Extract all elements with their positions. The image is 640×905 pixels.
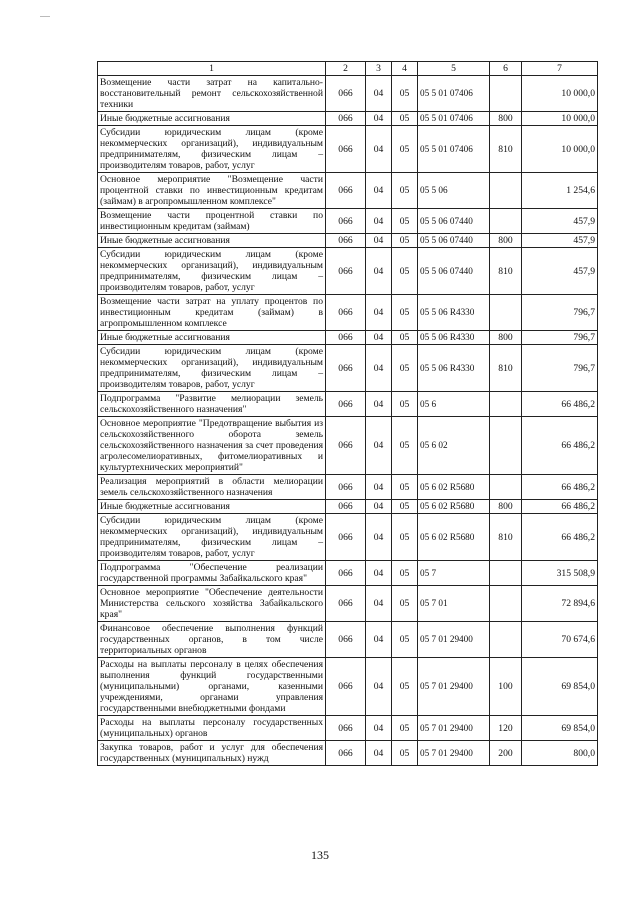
cell-expense-type-code: 800 — [490, 500, 522, 514]
page-number: 135 — [311, 848, 329, 862]
cell-subsection-code: 05 — [392, 295, 418, 331]
cell-item-name: Подпрограмма "Обеспечение реализации государственной программы Забайкальского края" — [98, 561, 326, 586]
cell-amount: 66 486,2 — [522, 475, 598, 500]
cell-ministry-code: 066 — [326, 716, 366, 741]
table-row — [98, 173, 598, 209]
cell-section-code: 04 — [366, 500, 392, 514]
column-header-3: 3 — [366, 62, 392, 76]
cell-target-code: 05 7 01 29400 — [418, 658, 490, 716]
cell-amount: 66 486,2 — [522, 392, 598, 417]
cell-target-code: 05 6 02 R5680 — [418, 514, 490, 561]
cell-subsection-code: 05 — [392, 345, 418, 392]
cell-amount: 66 486,2 — [522, 417, 598, 475]
cell-item-name: Подпрограмма "Развитие мелиорации земель сельскохозяйственного назначения" — [98, 392, 326, 417]
cell-subsection-code: 05 — [392, 716, 418, 741]
cell-subsection-code: 05 — [392, 417, 418, 475]
cell-ministry-code: 066 — [326, 475, 366, 500]
cell-ministry-code: 066 — [326, 514, 366, 561]
cell-subsection-code: 05 — [392, 741, 418, 766]
table-row — [98, 622, 598, 658]
cell-subsection-code: 05 — [392, 622, 418, 658]
cell-subsection-code: 05 — [392, 500, 418, 514]
cell-subsection-code: 05 — [392, 586, 418, 622]
cell-ministry-code: 066 — [326, 561, 366, 586]
cell-item-name: Основное мероприятие "Возмещение части процентной ставки по инвестиционным кредитам (займам) в агропромышленном комплексе" — [98, 173, 326, 209]
cell-item-name: Иные бюджетные ассигнования — [98, 500, 326, 514]
cell-target-code: 05 5 01 07406 — [418, 112, 490, 126]
cell-section-code: 04 — [366, 295, 392, 331]
cell-amount: 72 894,6 — [522, 586, 598, 622]
cell-subsection-code: 05 — [392, 112, 418, 126]
cell-expense-type-code — [490, 475, 522, 500]
table-row — [98, 112, 598, 126]
table-row — [98, 586, 598, 622]
cell-expense-type-code: 800 — [490, 331, 522, 345]
table-row — [98, 741, 598, 766]
cell-subsection-code: 05 — [392, 209, 418, 234]
cell-section-code: 04 — [366, 514, 392, 561]
cell-amount: 10 000,0 — [522, 76, 598, 112]
cell-section-code: 04 — [366, 392, 392, 417]
cell-target-code: 05 6 — [418, 392, 490, 417]
cell-section-code: 04 — [366, 716, 392, 741]
column-header-6: 6 — [490, 62, 522, 76]
cell-ministry-code: 066 — [326, 345, 366, 392]
cell-section-code: 04 — [366, 741, 392, 766]
cell-target-code: 05 5 06 R4330 — [418, 331, 490, 345]
cell-subsection-code: 05 — [392, 561, 418, 586]
cell-item-name: Субсидии юридическим лицам (кроме некоммерческих организаций), индивидуальным предпринимателям, физическим лицам – производителям товаров, работ, услуг — [98, 126, 326, 173]
cell-subsection-code: 05 — [392, 126, 418, 173]
cell-section-code: 04 — [366, 112, 392, 126]
cell-expense-type-code: 810 — [490, 514, 522, 561]
cell-expense-type-code — [490, 76, 522, 112]
cell-section-code: 04 — [366, 658, 392, 716]
cell-amount: 315 508,9 — [522, 561, 598, 586]
cell-expense-type-code: 100 — [490, 658, 522, 716]
cell-amount: 66 486,2 — [522, 514, 598, 561]
cell-ministry-code: 066 — [326, 331, 366, 345]
cell-section-code: 04 — [366, 209, 392, 234]
cell-target-code: 05 5 06 07440 — [418, 209, 490, 234]
column-header-4: 4 — [392, 62, 418, 76]
cell-amount: 796,7 — [522, 331, 598, 345]
cell-ministry-code: 066 — [326, 126, 366, 173]
cell-subsection-code: 05 — [392, 76, 418, 112]
cell-item-name: Иные бюджетные ассигнования — [98, 331, 326, 345]
cell-amount: 800,0 — [522, 741, 598, 766]
cell-ministry-code: 066 — [326, 173, 366, 209]
cell-target-code: 05 6 02 R5680 — [418, 500, 490, 514]
cell-expense-type-code: 800 — [490, 112, 522, 126]
cell-target-code: 05 6 02 R5680 — [418, 475, 490, 500]
table-row — [98, 331, 598, 345]
budget-table — [97, 61, 598, 766]
cell-expense-type-code: 800 — [490, 234, 522, 248]
cell-target-code: 05 5 06 07440 — [418, 248, 490, 295]
cell-amount: 457,9 — [522, 248, 598, 295]
cell-section-code: 04 — [366, 331, 392, 345]
table-row — [98, 345, 598, 392]
cell-target-code: 05 5 06 R4330 — [418, 345, 490, 392]
cell-ministry-code: 066 — [326, 112, 366, 126]
cell-ministry-code: 066 — [326, 741, 366, 766]
cell-section-code: 04 — [366, 234, 392, 248]
cell-amount: 69 854,0 — [522, 658, 598, 716]
cell-target-code: 05 7 01 29400 — [418, 622, 490, 658]
cell-subsection-code: 05 — [392, 475, 418, 500]
table-row — [98, 392, 598, 417]
cell-amount: 457,9 — [522, 234, 598, 248]
table-row — [98, 76, 598, 112]
cell-section-code: 04 — [366, 475, 392, 500]
table-row — [98, 514, 598, 561]
cell-item-name: Иные бюджетные ассигнования — [98, 234, 326, 248]
cell-amount: 796,7 — [522, 295, 598, 331]
cell-item-name: Иные бюджетные ассигнования — [98, 112, 326, 126]
cell-target-code: 05 5 06 — [418, 173, 490, 209]
cell-target-code: 05 5 06 07440 — [418, 234, 490, 248]
cell-amount: 70 674,6 — [522, 622, 598, 658]
cell-item-name: Реализация мероприятий в области мелиорации земель сельскохозяйственного назначения — [98, 475, 326, 500]
cell-ministry-code: 066 — [326, 586, 366, 622]
cell-target-code: 05 7 — [418, 561, 490, 586]
cell-expense-type-code — [490, 417, 522, 475]
cell-subsection-code: 05 — [392, 658, 418, 716]
cell-amount: 1 254,6 — [522, 173, 598, 209]
cell-subsection-code: 05 — [392, 331, 418, 345]
cell-target-code: 05 6 02 — [418, 417, 490, 475]
cell-subsection-code: 05 — [392, 173, 418, 209]
cell-expense-type-code — [490, 561, 522, 586]
cell-item-name: Субсидии юридическим лицам (кроме некоммерческих организаций), индивидуальным предпринимателям, физическим лицам – производителям товаров, работ, услуг — [98, 345, 326, 392]
cell-target-code: 05 5 06 R4330 — [418, 295, 490, 331]
cell-item-name: Финансовое обеспечение выполнения функций государственных органов, в том числе территориальных органов — [98, 622, 326, 658]
table-row — [98, 248, 598, 295]
cell-expense-type-code: 810 — [490, 345, 522, 392]
cell-section-code: 04 — [366, 248, 392, 295]
cell-item-name: Возмещение части процентной ставки по инвестиционным кредитам (займам) — [98, 209, 326, 234]
cell-ministry-code: 066 — [326, 658, 366, 716]
cell-target-code: 05 7 01 29400 — [418, 716, 490, 741]
cell-expense-type-code — [490, 622, 522, 658]
table-body — [98, 76, 598, 766]
cell-item-name: Возмещение части затрат на уплату процентов по инвестиционным кредитам (займам) в агропромышленном комплексе — [98, 295, 326, 331]
table-row — [98, 295, 598, 331]
cell-item-name: Закупка товаров, работ и услуг для обеспечения государственных (муниципальных) нужд — [98, 741, 326, 766]
cell-amount: 69 854,0 — [522, 716, 598, 741]
cell-amount: 10 000,0 — [522, 112, 598, 126]
cell-section-code: 04 — [366, 76, 392, 112]
table-row — [98, 126, 598, 173]
cell-ministry-code: 066 — [326, 417, 366, 475]
cell-subsection-code: 05 — [392, 234, 418, 248]
cell-item-name: Расходы на выплаты персоналу в целях обеспечения выполнения функций государственными (муниципальными) органами, казенными учреждениями, органами управления государственными внебюджетными фондами — [98, 658, 326, 716]
table-row — [98, 716, 598, 741]
cell-amount: 796,7 — [522, 345, 598, 392]
cell-expense-type-code: 120 — [490, 716, 522, 741]
cell-expense-type-code — [490, 209, 522, 234]
cell-section-code: 04 — [366, 561, 392, 586]
table-row — [98, 500, 598, 514]
cell-item-name: Основное мероприятие "Предотвращение выбытия из сельскохозяйственного оборота земель сельскохозяйственного назначения за счет проведения агролесомелиоративных, фитомелиоративных и культуртехнических мероприятий" — [98, 417, 326, 475]
table-row — [98, 209, 598, 234]
cell-section-code: 04 — [366, 622, 392, 658]
cell-expense-type-code — [490, 586, 522, 622]
cell-amount: 457,9 — [522, 209, 598, 234]
cell-expense-type-code: 810 — [490, 126, 522, 173]
cell-item-name: Расходы на выплаты персоналу государственных (муниципальных) органов — [98, 716, 326, 741]
cell-section-code: 04 — [366, 417, 392, 475]
cell-expense-type-code: 810 — [490, 248, 522, 295]
column-header-7: 7 — [522, 62, 598, 76]
scan-mark — [40, 16, 50, 17]
cell-ministry-code: 066 — [326, 234, 366, 248]
cell-item-name: Субсидии юридическим лицам (кроме некоммерческих организаций), индивидуальным предпринимателям, физическим лицам – производителям товаров, работ, услуг — [98, 248, 326, 295]
column-header-5: 5 — [418, 62, 490, 76]
cell-ministry-code: 066 — [326, 622, 366, 658]
table-row — [98, 234, 598, 248]
cell-section-code: 04 — [366, 345, 392, 392]
table-header-row — [98, 62, 598, 76]
cell-expense-type-code: 200 — [490, 741, 522, 766]
cell-ministry-code: 066 — [326, 295, 366, 331]
cell-item-name: Субсидии юридическим лицам (кроме некоммерческих организаций), индивидуальным предпринимателям, физическим лицам – производителям товаров, работ, услуг — [98, 514, 326, 561]
cell-target-code: 05 5 01 07406 — [418, 126, 490, 173]
cell-item-name: Возмещение части затрат на капитально-восстановительный ремонт сельскохозяйственной техники — [98, 76, 326, 112]
cell-ministry-code: 066 — [326, 500, 366, 514]
cell-section-code: 04 — [366, 173, 392, 209]
cell-ministry-code: 066 — [326, 392, 366, 417]
cell-amount: 10 000,0 — [522, 126, 598, 173]
cell-subsection-code: 05 — [392, 392, 418, 417]
cell-ministry-code: 066 — [326, 248, 366, 295]
cell-amount: 66 486,2 — [522, 500, 598, 514]
cell-subsection-code: 05 — [392, 514, 418, 561]
table-row — [98, 658, 598, 716]
column-header-2: 2 — [326, 62, 366, 76]
cell-expense-type-code — [490, 173, 522, 209]
cell-target-code: 05 5 01 07406 — [418, 76, 490, 112]
column-header-1: 1 — [98, 62, 326, 76]
table-row — [98, 417, 598, 475]
cell-target-code: 05 7 01 — [418, 586, 490, 622]
cell-ministry-code: 066 — [326, 209, 366, 234]
table-row — [98, 561, 598, 586]
cell-section-code: 04 — [366, 586, 392, 622]
cell-subsection-code: 05 — [392, 248, 418, 295]
cell-item-name: Основное мероприятие "Обеспечение деятельности Министерства сельского хозяйства Забайкальского края" — [98, 586, 326, 622]
cell-section-code: 04 — [366, 126, 392, 173]
cell-expense-type-code — [490, 295, 522, 331]
cell-target-code: 05 7 01 29400 — [418, 741, 490, 766]
cell-expense-type-code — [490, 392, 522, 417]
cell-ministry-code: 066 — [326, 76, 366, 112]
table-row — [98, 475, 598, 500]
